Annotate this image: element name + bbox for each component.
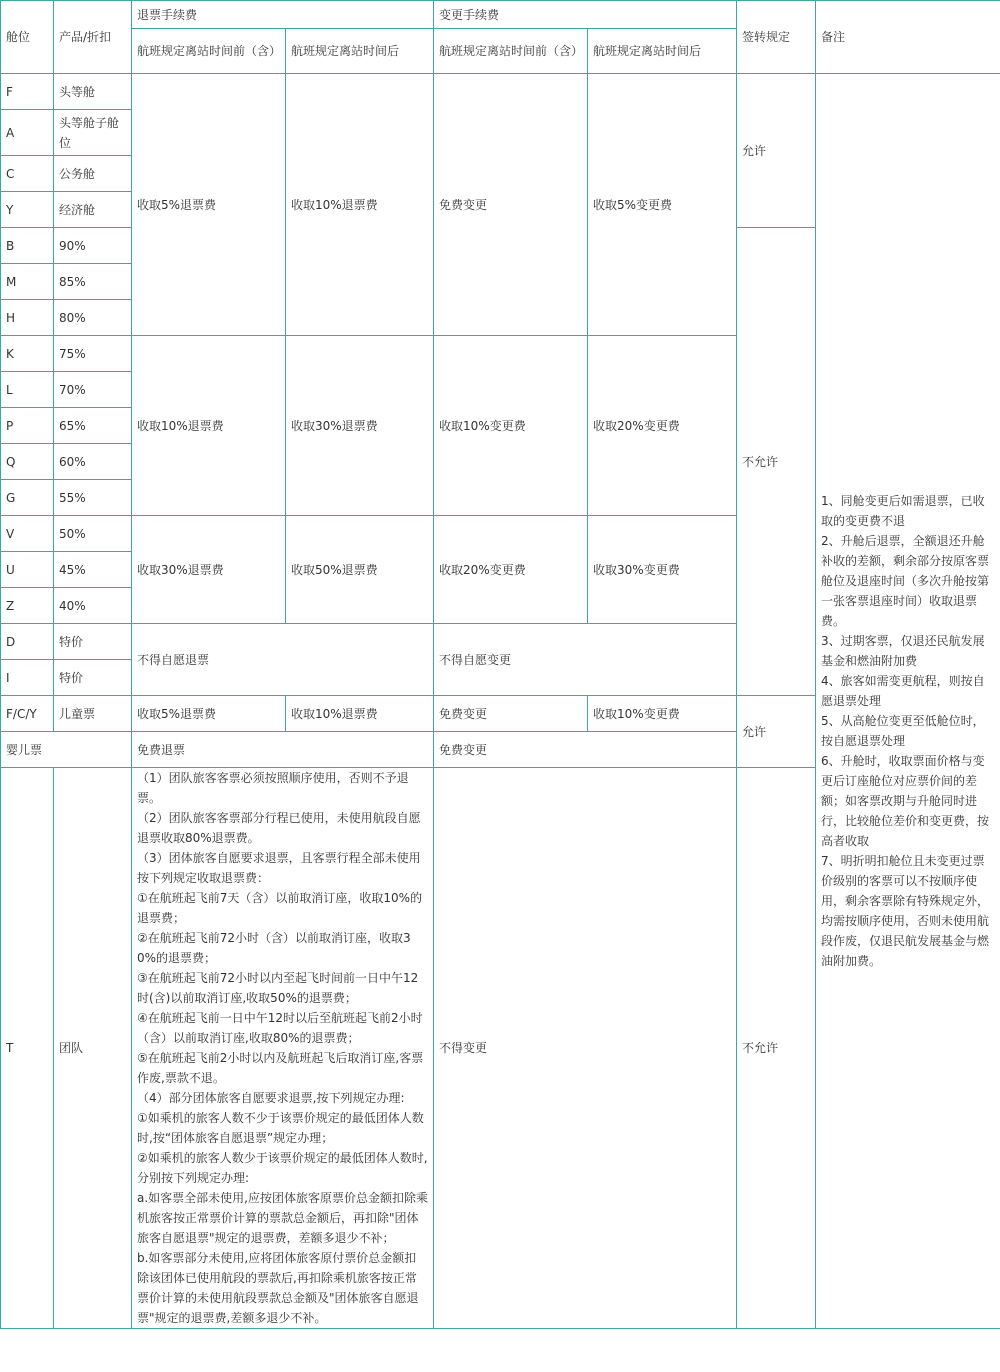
refund-before-cell: 收取5%退票费 — [132, 74, 286, 336]
refund-before-cell: 收取5%退票费 — [132, 696, 286, 732]
product-name: 儿童票 — [54, 696, 132, 732]
group-refund-line: （1）团队旅客客票必须按照顺序使用，否则不予退票。 — [137, 771, 409, 805]
refund-after-cell: 收取50%退票费 — [286, 516, 434, 624]
cabin-code: V — [1, 516, 54, 552]
header-product: 产品/折扣 — [54, 1, 132, 74]
product-name: 40% — [54, 588, 132, 624]
product-name: 50% — [54, 516, 132, 552]
change-cell: 免费变更 — [434, 732, 737, 768]
endorse-cell: 允许 — [737, 696, 816, 768]
group-refund-line: b.如客票部分未使用,应将团体旅客原付票价总金额扣除该团体已使用航段的票款后,再扣除乘机旅客按正常票价计算的未使用航段票款总金额及"团体旅客自愿退票"规定的退票费,差额多退少不补。 — [137, 1251, 419, 1325]
cabin-code: A — [1, 110, 54, 156]
cabin-code: M — [1, 264, 54, 300]
product-name: 70% — [54, 372, 132, 408]
change-after-cell: 收取10%变更费 — [588, 696, 737, 732]
endorse-cell: 不允许 — [737, 228, 816, 696]
group-refund-line: （3）团体旅客自愿要求退票，且客票行程全部未使用按下列规定收取退票费： — [137, 851, 421, 885]
cabin-code: H — [1, 300, 54, 336]
change-after-cell: 收取20%变更费 — [588, 336, 737, 516]
header-refund-fee: 退票手续费 — [132, 1, 434, 29]
table-row — [1, 74, 1000, 110]
product-name: 公务舱 — [54, 156, 132, 192]
header-change-before: 航班规定离站时间前（含） — [434, 29, 588, 74]
remark-line: 4、旅客如需变更航程，则按自愿退票处理 — [821, 674, 985, 708]
remarks-cell — [816, 74, 1000, 1329]
refund-after-cell: 收取30%退票费 — [286, 336, 434, 516]
header-endorse: 签转规定 — [737, 1, 816, 74]
change-before-cell: 免费变更 — [434, 696, 588, 732]
group-refund-line: （4）部分团体旅客自愿要求退票,按下列规定办理: — [137, 1091, 405, 1105]
group-refund-line: ⑤在航班起飞前2小时以内及航班起飞后取消订座,客票作废,票款不退。 — [137, 1051, 424, 1085]
product-name: 头等舱子舱位 — [54, 110, 132, 156]
remark-line: 7、明折明扣舱位且未变更过票价级别的客票可以不按顺序使用，剩余客票除有特殊规定外，均需按顺序使用，否则未使用航段作废，仅退民航发展基金与燃油附加费。 — [821, 854, 990, 968]
group-refund-line: a.如客票全部未使用,应按团体旅客原票价总金额扣除乘机旅客按正常票价计算的票款总金额后，再扣除"团体旅客自愿退票"规定的退票费，差额多退少不补； — [137, 1191, 428, 1245]
refund-after-cell: 收取10%退票费 — [286, 696, 434, 732]
cabin-code: Y — [1, 192, 54, 228]
group-refund-line: ②如乘机的旅客人数少于该票价规定的最低团体人数时,分别按下列规定办理: — [137, 1151, 428, 1185]
change-cell: 不得自愿变更 — [434, 624, 737, 696]
product-name: 45% — [54, 552, 132, 588]
product-name: 65% — [54, 408, 132, 444]
endorse-cell: 不允许 — [737, 768, 816, 1329]
group-refund-line: ④在航班起飞前一日中午12时以后至航班起飞前2小时（含）以前取消订座,收取80%的退票费； — [137, 1011, 423, 1045]
group-refund-line: （2）团队旅客客票部分行程已使用，未使用航段自愿退票收取80%退票费。 — [137, 811, 421, 845]
refund-after-cell: 收取10%退票费 — [286, 74, 434, 336]
product-name: 团队 — [54, 768, 132, 1329]
group-refund-line: ③在航班起飞前72小时以内至起飞时间前一日中午12时(含)以前取消订座,收取50%的退票费； — [137, 971, 419, 1005]
remark-line: 2、升舱后退票，全额退还升舱补收的差额，剩余部分按原客票舱位及退座时间（多次升舱按第一张客票退座时间）收取退票费。 — [821, 534, 990, 628]
cabin-code: L — [1, 372, 54, 408]
change-before-cell: 收取10%变更费 — [434, 336, 588, 516]
refund-cell: 免费退票 — [132, 732, 434, 768]
cabin-code: Q — [1, 444, 54, 480]
product-name: 60% — [54, 444, 132, 480]
cabin-code: Z — [1, 588, 54, 624]
cabin-code: U — [1, 552, 54, 588]
cabin-code: D — [1, 624, 54, 660]
refund-before-cell: 收取10%退票费 — [132, 336, 286, 516]
cabin-code: F/C/Y — [1, 696, 54, 732]
product-name: 75% — [54, 336, 132, 372]
header-change-after: 航班规定离站时间后 — [588, 29, 737, 74]
group-change-cell: 不得变更 — [434, 768, 737, 1329]
group-refund-line: ①如乘机的旅客人数不少于该票价规定的最低团体人数时,按“团体旅客自愿退票”规定办理； — [137, 1111, 424, 1145]
group-refund-line: ①在航班起飞前7天（含）以前取消订座，收取10%的退票费； — [137, 891, 423, 925]
cabin-code: I — [1, 660, 54, 696]
product-name: 特价 — [54, 660, 132, 696]
header-refund-after: 航班规定离站时间后 — [286, 29, 434, 74]
change-after-cell: 收取30%变更费 — [588, 516, 737, 624]
product-name: 55% — [54, 480, 132, 516]
cabin-code: 婴儿票 — [1, 732, 132, 768]
header-change-fee: 变更手续费 — [434, 1, 737, 29]
remark-line: 3、过期客票，仅退还民航发展基金和燃油附加费 — [821, 634, 985, 668]
cabin-code: T — [1, 768, 54, 1329]
cabin-code: P — [1, 408, 54, 444]
change-after-cell: 收取5%变更费 — [588, 74, 737, 336]
header-row-1 — [1, 1, 1000, 29]
change-before-cell: 免费变更 — [434, 74, 588, 336]
product-name: 经济舱 — [54, 192, 132, 228]
cabin-code: K — [1, 336, 54, 372]
product-name: 特价 — [54, 624, 132, 660]
header-refund-before: 航班规定离站时间前（含） — [132, 29, 286, 74]
change-before-cell: 收取20%变更费 — [434, 516, 588, 624]
product-name: 80% — [54, 300, 132, 336]
cabin-code: B — [1, 228, 54, 264]
refund-cell: 不得自愿退票 — [132, 624, 434, 696]
product-name: 85% — [54, 264, 132, 300]
remark-line: 6、升舱时，收取票面价格与变更后订座舱位对应票价间的差额；如客票改期与升舱同时进行，比较舱位差价和变更费，按高者收取 — [821, 754, 990, 848]
remark-line: 5、从高舱位变更至低舱位时，按自愿退票处理 — [821, 714, 985, 748]
endorse-cell: 允许 — [737, 74, 816, 228]
cabin-code: C — [1, 156, 54, 192]
cabin-code: G — [1, 480, 54, 516]
group-refund-cell — [132, 768, 434, 1329]
refund-before-cell: 收取30%退票费 — [132, 516, 286, 624]
group-refund-line: ②在航班起飞前72小时（含）以前取消订座，收取30%的退票费； — [137, 931, 411, 965]
remark-line: 1、同舱变更后如需退票，已收取的变更费不退 — [821, 494, 985, 528]
cabin-code: F — [1, 74, 54, 110]
product-name: 头等舱 — [54, 74, 132, 110]
header-cabin: 舱位 — [1, 1, 54, 74]
product-name: 90% — [54, 228, 132, 264]
header-remarks: 备注 — [816, 1, 1000, 74]
